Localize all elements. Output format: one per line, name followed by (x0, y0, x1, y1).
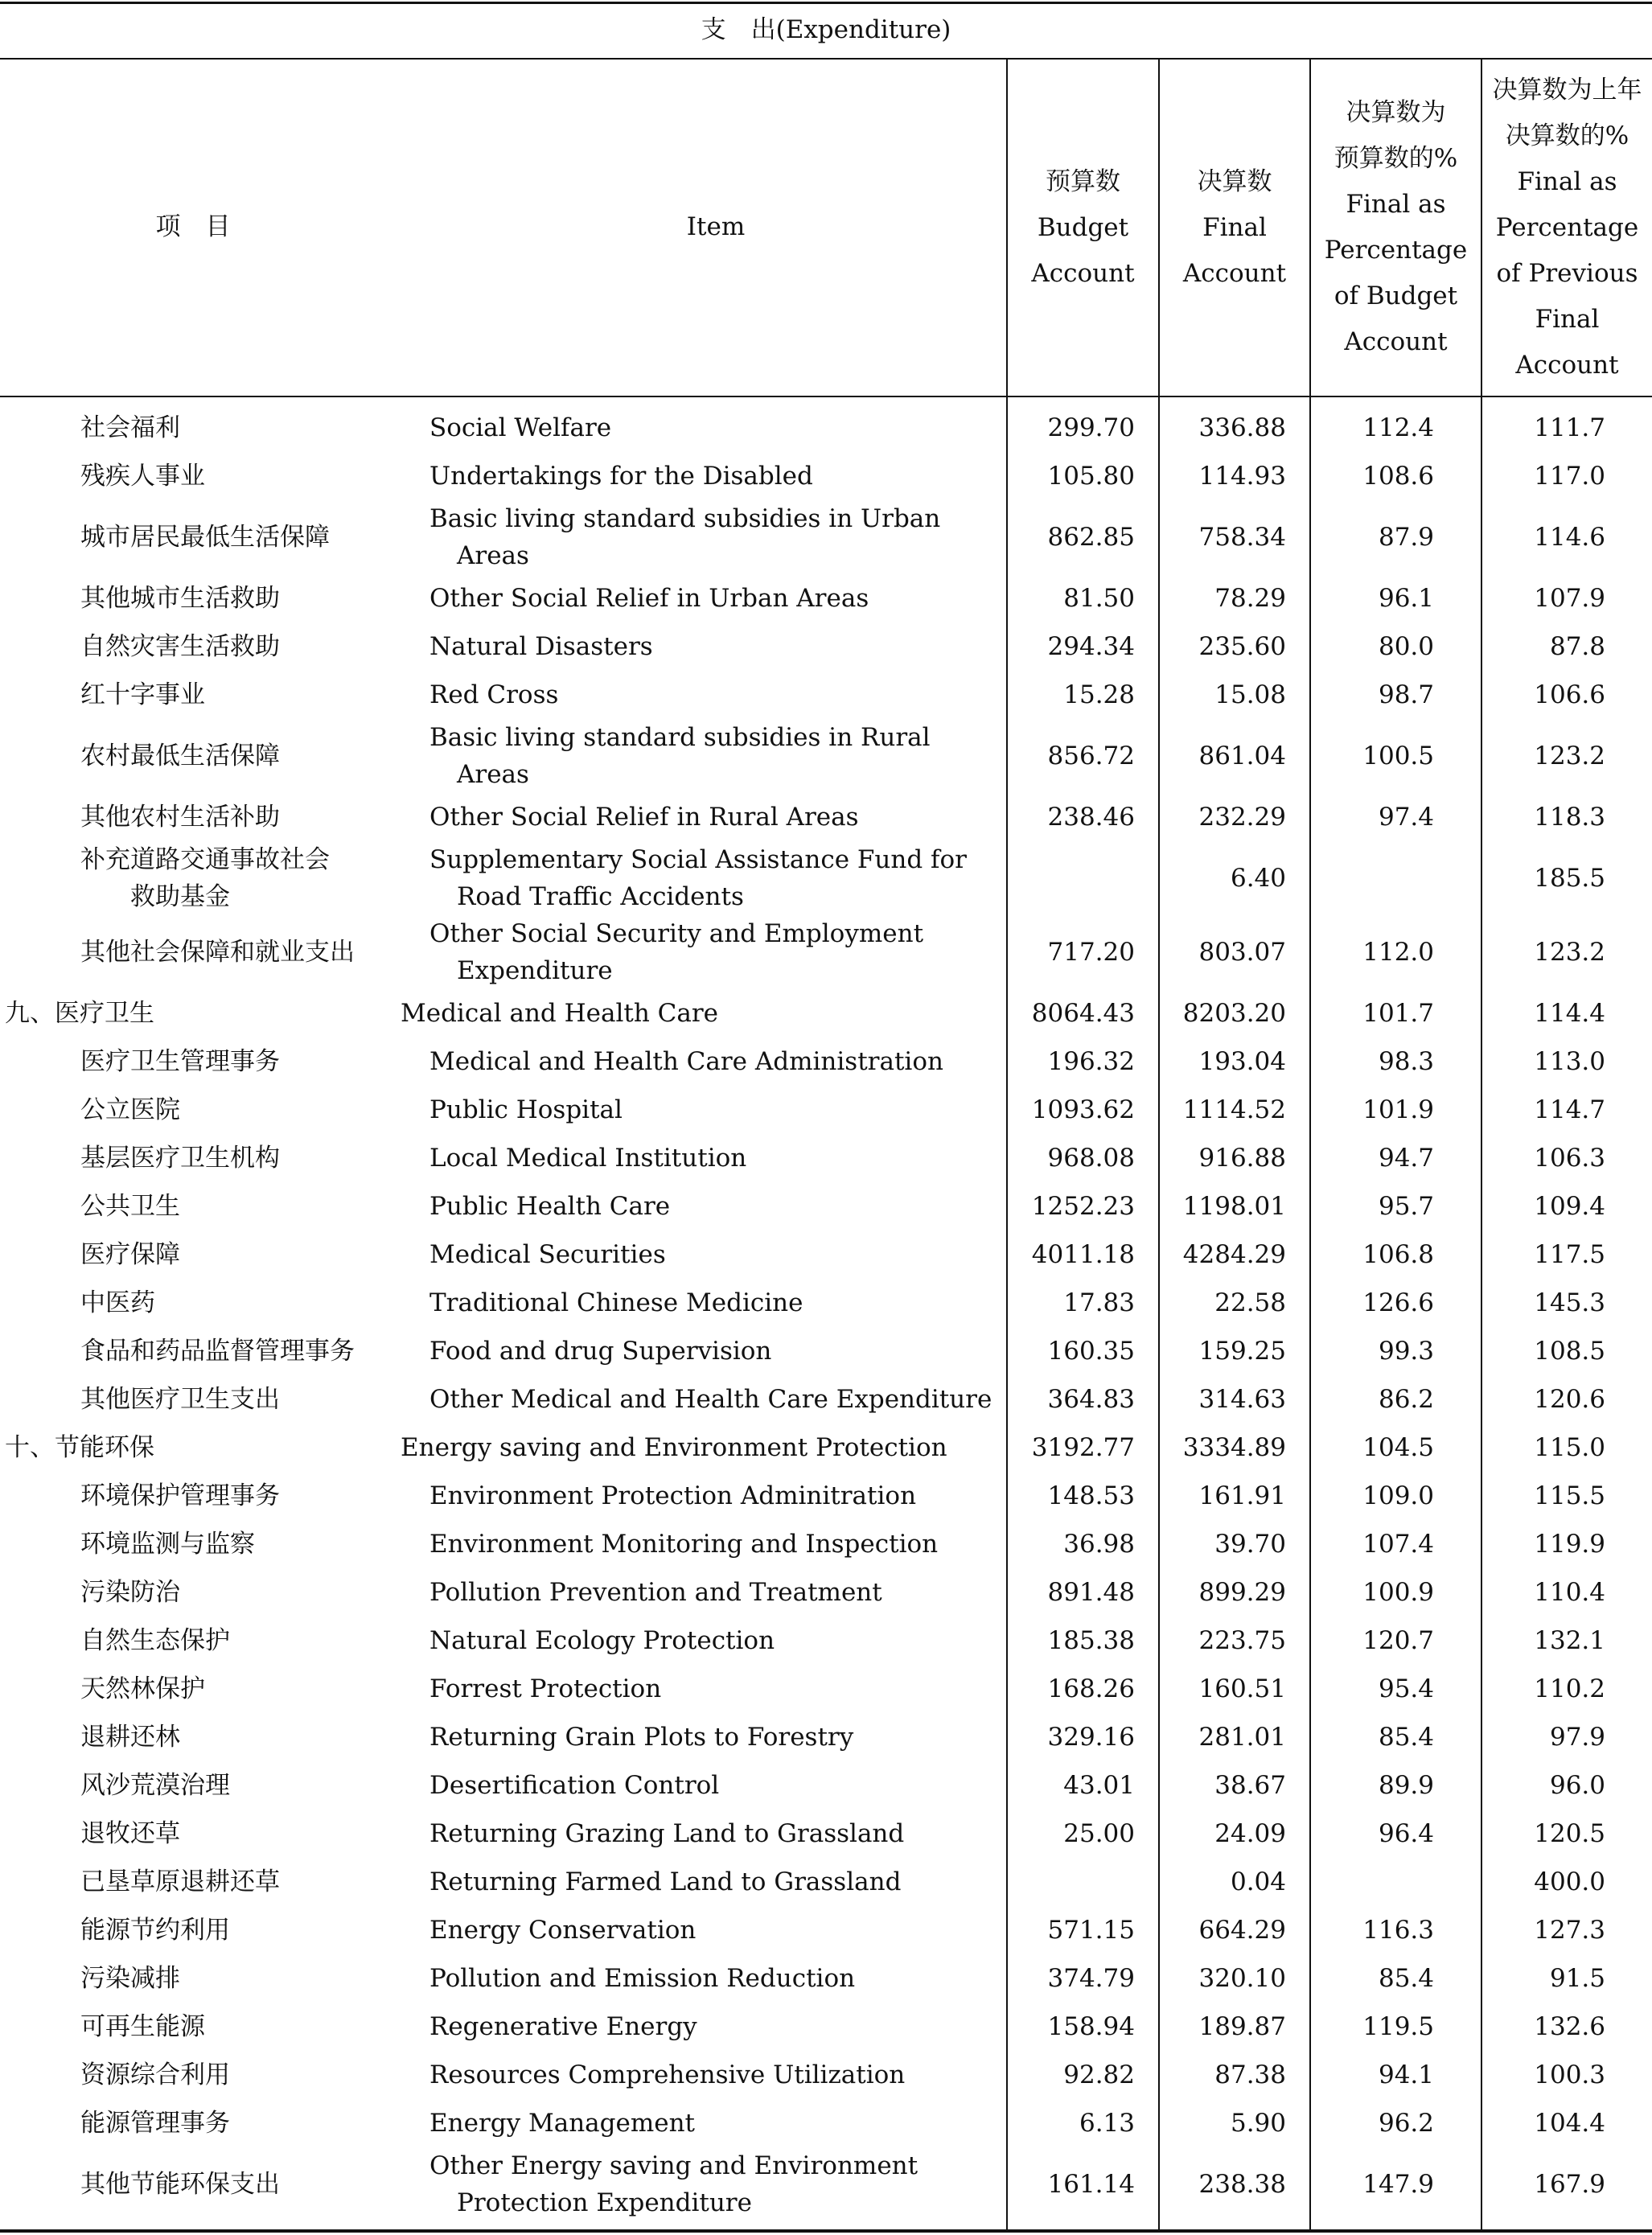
table-row (0, 671, 1652, 719)
pct-prev-value: 87.8 (1549, 632, 1605, 661)
item-name-en: Other Social Relief in Rural Areas (429, 803, 859, 832)
budget-value: 856.72 (1047, 742, 1135, 770)
pct-budget-value: 89.9 (1378, 1771, 1434, 1800)
table-row (0, 1761, 1652, 1810)
item-name-en: Food and drug Supervision (429, 1337, 772, 1366)
table-row (0, 915, 1652, 989)
budget-value: 92.82 (1063, 2060, 1135, 2089)
pct-prev-value: 114.7 (1534, 1095, 1605, 1124)
final-value: 39.70 (1214, 1530, 1286, 1559)
final-value: 223.75 (1198, 1626, 1286, 1655)
pct-budget-value: 94.7 (1378, 1144, 1434, 1173)
item-name-cn: 城市居民最低生活保障 (80, 523, 330, 552)
item-name-cn: 已垦草原退耕还草 (80, 1867, 280, 1896)
final-value: 899.29 (1198, 1578, 1286, 1607)
table-top-rule (0, 2, 1652, 4)
table-row (0, 2003, 1652, 2051)
item-name-en: Returning Farmed Land to Grassland (429, 1867, 902, 1896)
table-row (0, 1472, 1652, 1520)
pct-budget-value: 112.4 (1362, 413, 1434, 442)
column-header-line: Account (1031, 259, 1135, 288)
pct-budget-value: 80.0 (1378, 632, 1434, 661)
budget-value: 43.01 (1063, 1771, 1135, 1800)
budget-value: 329.16 (1047, 1723, 1135, 1752)
item-name-cn: 风沙荒漠治理 (80, 1771, 230, 1800)
table-row (0, 1230, 1652, 1279)
pct-budget-value: 101.9 (1362, 1095, 1434, 1124)
item-name-en: Desertification Control (429, 1771, 720, 1800)
final-value: 114.93 (1198, 462, 1286, 491)
item-name-cn: 其他农村生活补助 (80, 803, 280, 832)
pct-prev-value: 118.3 (1534, 803, 1605, 832)
table-row (0, 1954, 1652, 2003)
budget-value: 717.20 (1047, 938, 1135, 967)
item-name-cn: 退牧还草 (80, 1819, 180, 1848)
item-name-en: Returning Grain Plots to Forestry (429, 1723, 854, 1752)
final-value: 235.60 (1198, 632, 1286, 661)
budget-value: 4011.18 (1031, 1240, 1135, 1269)
pct-prev-value: 114.4 (1534, 999, 1605, 1028)
item-name-en: Undertakings for the Disabled (429, 462, 813, 491)
column-header-item-cn: 项 目 (155, 212, 231, 241)
item-name-en: Social Welfare (429, 413, 612, 442)
column-header-line: Percentage (1495, 213, 1639, 242)
pct-prev-value: 96.0 (1549, 1771, 1605, 1800)
item-name-en: Other Social Security and Employment (429, 919, 924, 948)
final-value: 193.04 (1198, 1047, 1286, 1076)
item-name-en: Other Energy saving and Environment (429, 2151, 918, 2180)
final-value: 758.34 (1198, 523, 1286, 552)
budget-value: 148.53 (1047, 1481, 1135, 1510)
final-value: 320.10 (1198, 1964, 1286, 1993)
final-value: 232.29 (1198, 803, 1286, 832)
final-value: 1114.52 (1182, 1095, 1286, 1124)
budget-value: 299.70 (1047, 413, 1135, 442)
column-header-line: 决算数 (1197, 167, 1272, 196)
pct-prev-value: 120.5 (1534, 1819, 1605, 1848)
item-name-en: Energy saving and Environment Protection (401, 1433, 947, 1462)
table-row (0, 1568, 1652, 1617)
pct-prev-value: 117.5 (1534, 1240, 1605, 1269)
budget-value: 238.46 (1047, 803, 1135, 832)
pct-budget-value: 119.5 (1362, 2012, 1434, 2041)
pct-budget-value: 98.3 (1378, 1047, 1434, 1076)
item-name-cn: 可再生能源 (80, 2012, 205, 2041)
pct-prev-value: 185.5 (1534, 864, 1605, 893)
pct-budget-value: 112.0 (1362, 938, 1434, 967)
item-name-en: Red Cross (429, 680, 559, 709)
pct-budget-value: 109.0 (1362, 1481, 1434, 1510)
budget-value: 571.15 (1047, 1916, 1135, 1945)
table-row (0, 1086, 1652, 1134)
item-name-cn: 天然林保护 (80, 1674, 205, 1703)
budget-value: 3192.77 (1031, 1433, 1135, 1462)
budget-value: 15.28 (1063, 680, 1135, 709)
pct-budget-value: 100.5 (1362, 742, 1434, 770)
final-value: 78.29 (1214, 584, 1286, 613)
item-name-en: Regenerative Energy (429, 2012, 697, 2041)
final-value: 0.04 (1230, 1867, 1286, 1896)
column-header-item-en: Item (686, 212, 746, 241)
final-value: 916.88 (1198, 1144, 1286, 1173)
pct-prev-value: 109.4 (1534, 1192, 1605, 1221)
item-name-en: Supplementary Social Assistance Fund for (429, 845, 967, 874)
pct-prev-value: 106.6 (1534, 680, 1605, 709)
pct-prev-value: 167.9 (1534, 2170, 1605, 2199)
item-name-cn: 社会福利 (80, 413, 180, 442)
pct-budget-value: 106.8 (1362, 1240, 1434, 1269)
table-row (0, 719, 1652, 793)
final-value: 238.38 (1198, 2170, 1286, 2199)
column-header-line: 预算数 (1046, 167, 1120, 196)
table-row (0, 2099, 1652, 2147)
column-header-line: 决算数的% (1505, 121, 1629, 150)
column-header-line: Account (1182, 259, 1287, 288)
table-row (0, 1182, 1652, 1230)
item-name-cn: 公共卫生 (80, 1192, 180, 1221)
item-name-cn: 补充道路交通事故社会 (80, 845, 330, 874)
item-name-cn: 其他医疗卫生支出 (80, 1385, 280, 1414)
column-header-line: Final as (1346, 190, 1446, 219)
final-value: 4284.29 (1182, 1240, 1286, 1269)
pct-prev-value: 111.7 (1534, 413, 1605, 442)
column-header-pct-previous (1482, 68, 1652, 388)
item-name-cn: 公立医院 (80, 1095, 180, 1124)
item-name-en-cont: Expenditure (457, 956, 613, 985)
table-row (0, 1134, 1652, 1182)
item-name-cn: 医疗保障 (80, 1240, 180, 1269)
item-name-cn: 中医药 (80, 1288, 155, 1317)
item-name-cn: 污染减排 (80, 1964, 180, 1993)
budget-value: 891.48 (1047, 1578, 1135, 1607)
item-name-cn: 退耕还林 (80, 1723, 180, 1752)
pct-prev-value: 123.2 (1534, 938, 1605, 967)
item-name-cn: 医疗卫生管理事务 (80, 1047, 280, 1076)
column-header-line: 决算数为 (1346, 98, 1446, 127)
pct-prev-value: 110.2 (1534, 1674, 1605, 1703)
item-name-cn: 十、节能环保 (5, 1433, 154, 1462)
item-name-en: Public Hospital (429, 1095, 623, 1124)
final-value: 22.58 (1214, 1288, 1286, 1317)
column-header-pct-budget (1311, 90, 1481, 365)
column-header-line: 决算数为上年 (1492, 76, 1642, 105)
table-row (0, 1037, 1652, 1086)
pct-budget-value: 95.7 (1378, 1192, 1434, 1221)
item-name-en: Medical and Health Care (401, 999, 719, 1028)
table-row (0, 793, 1652, 841)
column-header-line: Final (1202, 213, 1267, 242)
final-value: 336.88 (1198, 413, 1286, 442)
pct-budget-value: 107.4 (1362, 1530, 1434, 1559)
header-bottom-rule (0, 396, 1652, 397)
item-name-cn: 资源综合利用 (80, 2060, 230, 2089)
budget-value: 968.08 (1047, 1144, 1135, 1173)
column-header-line: 预算数的% (1334, 144, 1458, 173)
budget-value: 17.83 (1063, 1288, 1135, 1317)
item-name-en: Traditional Chinese Medicine (429, 1288, 803, 1317)
column-header-line: Budget (1037, 213, 1129, 242)
item-name-en: Energy Management (429, 2109, 695, 2138)
table-row (0, 452, 1652, 500)
pct-prev-value: 110.4 (1534, 1578, 1605, 1607)
item-name-cn: 自然灾害生活救助 (80, 632, 280, 661)
table-row (0, 989, 1652, 1037)
pct-prev-value: 145.3 (1534, 1288, 1605, 1317)
pct-budget-value: 104.5 (1362, 1433, 1434, 1462)
final-value: 15.08 (1214, 680, 1286, 709)
item-name-en: Resources Comprehensive Utilization (429, 2060, 906, 2089)
budget-value: 25.00 (1063, 1819, 1135, 1848)
final-value: 861.04 (1198, 742, 1286, 770)
item-name-en: Pollution Prevention and Treatment (429, 1578, 882, 1607)
final-value: 160.51 (1198, 1674, 1286, 1703)
pct-prev-value: 107.9 (1534, 584, 1605, 613)
budget-value: 374.79 (1047, 1964, 1135, 1993)
table-row (0, 1810, 1652, 1858)
pct-budget-value: 108.6 (1362, 462, 1434, 491)
table-row (0, 500, 1652, 574)
final-value: 281.01 (1198, 1723, 1286, 1752)
pct-budget-value: 87.9 (1378, 523, 1434, 552)
item-name-en: Basic living standard subsidies in Urban (429, 504, 941, 533)
table-bottom-rule (0, 2229, 1652, 2233)
pct-prev-value: 115.0 (1534, 1433, 1605, 1462)
item-name-en: Medical Securities (429, 1240, 666, 1269)
item-name-en: Environment Monitoring and Inspection (429, 1530, 939, 1559)
item-name-cn-cont: 救助基金 (130, 882, 230, 911)
pct-budget-value: 147.9 (1362, 2170, 1434, 2199)
column-header-line: of Budget (1334, 281, 1458, 310)
item-name-cn: 残疾人事业 (80, 462, 205, 491)
final-value: 87.38 (1214, 2060, 1286, 2089)
table-row (0, 1279, 1652, 1327)
table-title: 支 出(Expenditure) (701, 15, 951, 44)
final-value: 189.87 (1198, 2012, 1286, 2041)
pct-prev-value: 120.6 (1534, 1385, 1605, 1414)
column-header-line: Account (1515, 351, 1619, 380)
budget-value: 196.32 (1047, 1047, 1135, 1076)
table-row (0, 1665, 1652, 1713)
title-bottom-rule (0, 58, 1652, 60)
item-name-en-cont: Road Traffic Accidents (457, 882, 744, 911)
budget-value: 8064.43 (1031, 999, 1135, 1028)
table-row (0, 1713, 1652, 1761)
budget-value: 294.34 (1047, 632, 1135, 661)
pct-prev-value: 127.3 (1534, 1916, 1605, 1945)
pct-budget-value: 85.4 (1378, 1964, 1434, 1993)
item-name-cn: 红十字事业 (80, 680, 205, 709)
table-row (0, 622, 1652, 671)
final-value: 8203.20 (1182, 999, 1286, 1028)
budget-value: 6.13 (1079, 2109, 1135, 2138)
final-value: 664.29 (1198, 1916, 1286, 1945)
pct-budget-value: 98.7 (1378, 680, 1434, 709)
item-name-en: Other Medical and Health Care Expenditure (429, 1385, 992, 1414)
budget-value: 105.80 (1047, 462, 1135, 491)
item-name-en: Medical and Health Care Administration (429, 1047, 943, 1076)
item-name-cn: 其他节能环保支出 (80, 2170, 280, 2199)
item-name-en-cont: Areas (457, 541, 529, 570)
pct-budget-value: 85.4 (1378, 1723, 1434, 1752)
item-name-cn: 环境保护管理事务 (80, 1481, 280, 1510)
pct-prev-value: 113.0 (1534, 1047, 1605, 1076)
final-value: 6.40 (1230, 864, 1286, 893)
final-value: 24.09 (1214, 1819, 1286, 1848)
budget-value: 185.38 (1047, 1626, 1135, 1655)
pct-prev-value: 400.0 (1534, 1867, 1605, 1896)
item-name-en: Natural Ecology Protection (429, 1626, 775, 1655)
item-name-cn: 环境监测与监察 (80, 1530, 255, 1559)
table-row (0, 2147, 1652, 2221)
item-name-en: Other Social Relief in Urban Areas (429, 584, 869, 613)
item-name-en: Basic living standard subsidies in Rural (429, 723, 931, 752)
item-name-en-cont: Protection Expenditure (457, 2188, 752, 2217)
budget-value: 1093.62 (1031, 1095, 1135, 1124)
budget-value: 81.50 (1063, 584, 1135, 613)
pct-budget-value: 100.9 (1362, 1578, 1434, 1607)
item-name-cn: 能源管理事务 (80, 2109, 230, 2138)
item-name-cn: 自然生态保护 (80, 1626, 230, 1655)
pct-budget-value: 96.1 (1378, 584, 1434, 613)
budget-value: 364.83 (1047, 1385, 1135, 1414)
table-row (0, 1617, 1652, 1665)
table-row (0, 404, 1652, 452)
table-row (0, 1424, 1652, 1472)
final-value: 3334.89 (1182, 1433, 1286, 1462)
table-row (0, 1906, 1652, 1954)
final-value: 1198.01 (1182, 1192, 1286, 1221)
pct-budget-value: 99.3 (1378, 1337, 1434, 1366)
pct-prev-value: 91.5 (1549, 1964, 1605, 1993)
column-header-line: of Previous (1496, 259, 1638, 288)
pct-budget-value: 96.4 (1378, 1819, 1434, 1848)
item-name-en: Pollution and Emission Reduction (429, 1964, 856, 1993)
pct-prev-value: 119.9 (1534, 1530, 1605, 1559)
item-name-cn: 其他社会保障和就业支出 (80, 938, 355, 967)
pct-budget-value: 116.3 (1362, 1916, 1434, 1945)
table-row (0, 1327, 1652, 1375)
budget-value: 1252.23 (1031, 1192, 1135, 1221)
item-name-cn: 食品和药品监督管理事务 (80, 1337, 355, 1366)
item-name-en: Forrest Protection (429, 1674, 662, 1703)
table-row (0, 1520, 1652, 1568)
budget-value: 862.85 (1047, 523, 1135, 552)
item-name-cn: 农村最低生活保障 (80, 742, 280, 770)
item-name-en: Local Medical Institution (429, 1144, 747, 1173)
final-value: 314.63 (1198, 1385, 1286, 1414)
item-name-cn: 其他城市生活救助 (80, 584, 280, 613)
pct-prev-value: 106.3 (1534, 1144, 1605, 1173)
pct-budget-value: 120.7 (1362, 1626, 1434, 1655)
item-name-en: Public Health Care (429, 1192, 671, 1221)
final-value: 38.67 (1214, 1771, 1286, 1800)
table-row (0, 1858, 1652, 1906)
item-name-en: Energy Conservation (429, 1916, 697, 1945)
final-value: 5.90 (1230, 2109, 1286, 2138)
pct-prev-value: 132.6 (1534, 2012, 1605, 2041)
pct-prev-value: 123.2 (1534, 742, 1605, 770)
pct-prev-value: 114.6 (1534, 523, 1605, 552)
pct-prev-value: 115.5 (1534, 1481, 1605, 1510)
item-name-cn: 污染防治 (80, 1578, 180, 1607)
table-row (0, 1375, 1652, 1424)
final-value: 161.91 (1198, 1481, 1286, 1510)
pct-prev-value: 100.3 (1534, 2060, 1605, 2089)
item-name-en: Environment Protection Adminitration (429, 1481, 917, 1510)
table-row (0, 574, 1652, 622)
budget-value: 168.26 (1047, 1674, 1135, 1703)
item-name-cn: 基层医疗卫生机构 (80, 1144, 280, 1173)
column-header-line: Account (1344, 327, 1448, 356)
item-name-en: Returning Grazing Land to Grassland (429, 1819, 905, 1848)
column-header-line: Final (1535, 305, 1600, 334)
table-row (0, 841, 1652, 915)
table-row (0, 2051, 1652, 2099)
pct-budget-value: 96.2 (1378, 2109, 1434, 2138)
pct-prev-value: 132.1 (1534, 1626, 1605, 1655)
pct-prev-value: 117.0 (1534, 462, 1605, 491)
final-value: 159.25 (1198, 1337, 1286, 1366)
pct-prev-value: 108.5 (1534, 1337, 1605, 1366)
column-header-line: Final as (1517, 167, 1617, 196)
item-name-en-cont: Areas (457, 760, 529, 789)
pct-budget-value: 86.2 (1378, 1385, 1434, 1414)
pct-prev-value: 104.4 (1534, 2109, 1605, 2138)
pct-budget-value: 97.4 (1378, 803, 1434, 832)
item-name-cn: 九、医疗卫生 (5, 999, 154, 1028)
pct-budget-value: 126.6 (1362, 1288, 1434, 1317)
budget-value: 160.35 (1047, 1337, 1135, 1366)
item-name-en: Natural Disasters (429, 632, 653, 661)
item-name-cn: 能源节约利用 (80, 1916, 230, 1945)
budget-value: 158.94 (1047, 2012, 1135, 2041)
column-header-budget (1008, 159, 1158, 297)
pct-budget-value: 94.1 (1378, 2060, 1434, 2089)
pct-budget-value: 101.7 (1362, 999, 1434, 1028)
column-header-final (1160, 159, 1309, 297)
column-header-line: Percentage (1324, 236, 1468, 265)
pct-prev-value: 97.9 (1549, 1723, 1605, 1752)
pct-budget-value: 95.4 (1378, 1674, 1434, 1703)
budget-value: 36.98 (1063, 1530, 1135, 1559)
budget-value: 161.14 (1047, 2170, 1135, 2199)
final-value: 803.07 (1198, 938, 1286, 967)
